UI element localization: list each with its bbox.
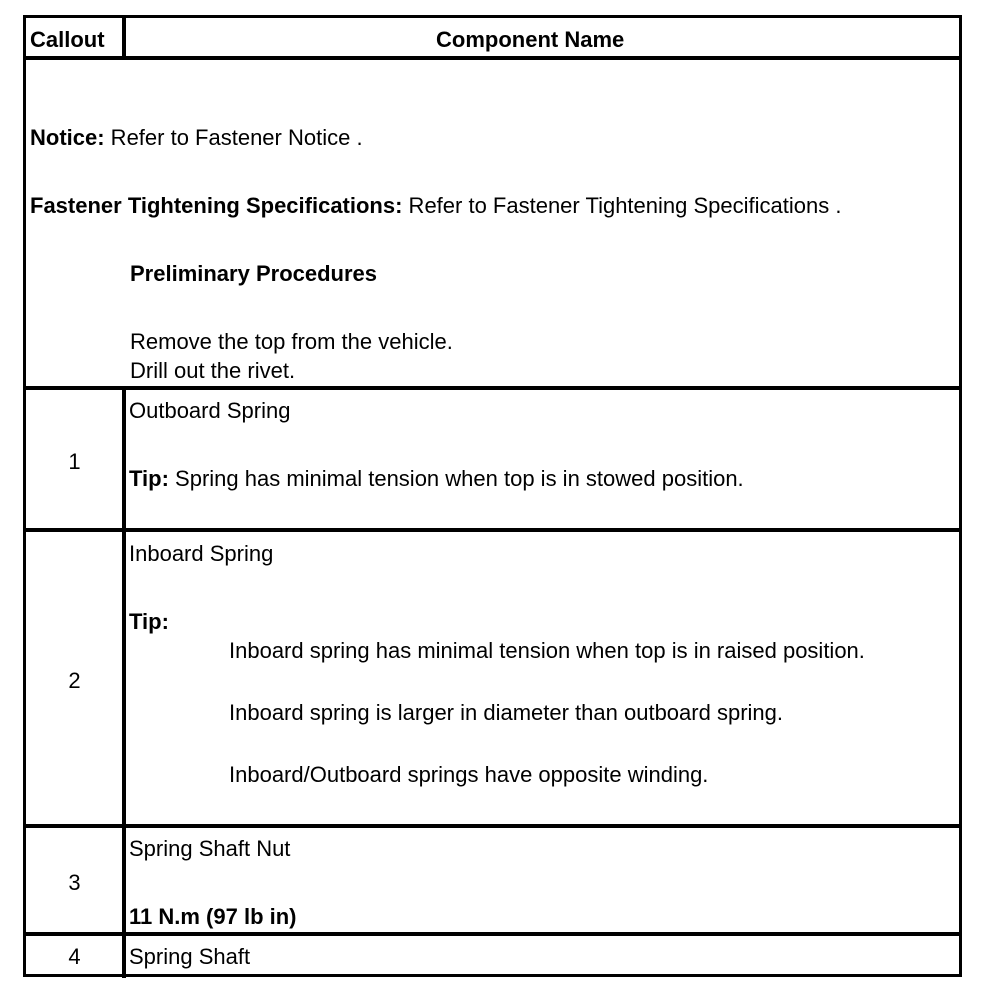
prelim-step: Drill out the rivet.	[130, 358, 296, 383]
tip-text: Spring has minimal tension when top is in stowed position.	[168, 466, 744, 491]
row1-bottom-border	[26, 528, 959, 532]
notice-label: Notice:	[30, 125, 105, 150]
callout-2: 2	[68, 668, 81, 693]
torque-spec: 11 N.m (97 lb in)	[129, 904, 297, 929]
callout-4: 4	[68, 944, 81, 969]
preliminary-procedures-title: Preliminary Procedures	[130, 261, 378, 286]
component-name-4: Spring Shaft	[129, 944, 251, 969]
callout-3: 3	[68, 870, 81, 895]
tip-1	[129, 466, 744, 492]
row3-bottom-border	[26, 932, 959, 936]
header-callout: Callout	[30, 27, 105, 52]
component-name-1: Outboard Spring	[129, 398, 291, 423]
tip-item: Inboard/Outboard springs have opposite winding.	[229, 762, 709, 787]
tip-item: Inboard spring is larger in diameter than outboard spring.	[229, 700, 783, 725]
fts-label: Fastener Tightening Specifications:	[30, 193, 403, 218]
fts-text: Refer to Fastener Tightening Specifications .	[402, 193, 842, 218]
component-name-2: Inboard Spring	[129, 541, 274, 566]
prelim-step: Remove the top from the vehicle.	[130, 329, 453, 354]
tip-label: Tip:	[129, 466, 169, 491]
tip-item: Inboard spring has minimal tension when top is in raised position.	[229, 638, 865, 663]
fts-line	[30, 193, 841, 219]
intro-bottom-border	[26, 386, 959, 390]
component-table	[23, 15, 962, 977]
component-name-3: Spring Shaft Nut	[129, 836, 291, 861]
header-bottom-border	[26, 56, 959, 60]
header-component-name: Component Name	[436, 27, 625, 52]
row2-bottom-border	[26, 824, 959, 828]
notice-line	[30, 125, 363, 151]
callout-1: 1	[68, 449, 81, 474]
notice-text: Refer to Fastener Notice .	[104, 125, 363, 150]
tip-label: Tip:	[129, 609, 169, 634]
header-divider	[122, 18, 126, 58]
